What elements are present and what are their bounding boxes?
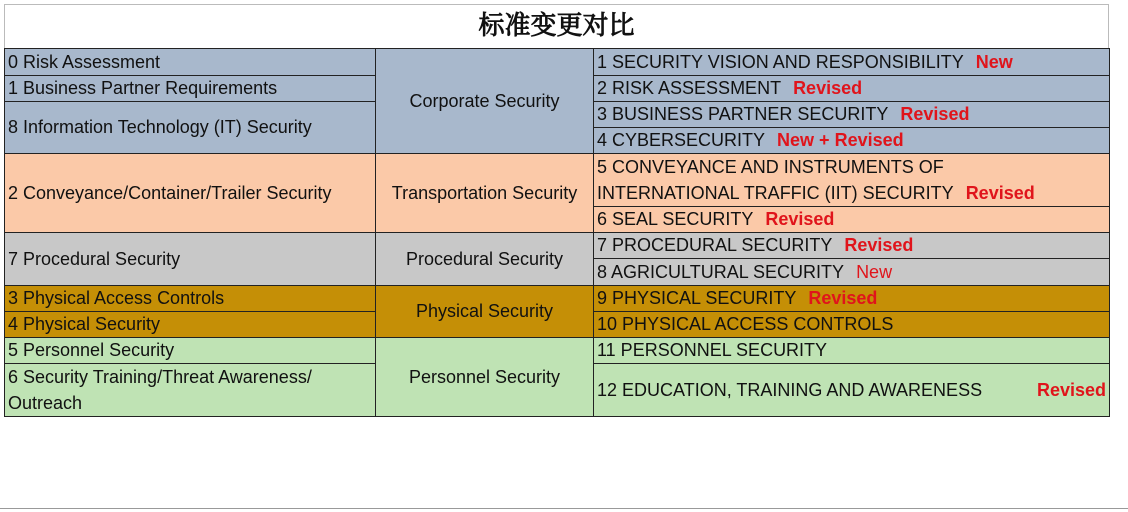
category-cell: Corporate Security bbox=[376, 49, 594, 154]
new-standard-text: 3 BUSINESS PARTNER SECURITY bbox=[597, 104, 889, 124]
new-standard-text: 6 SEAL SECURITY bbox=[597, 209, 754, 229]
change-tag: New bbox=[856, 261, 893, 282]
new-standard-cell bbox=[594, 259, 1110, 286]
change-tag: New bbox=[975, 51, 1013, 72]
table-row bbox=[5, 286, 1110, 312]
old-standard-cell: 3 Physical Access Controls bbox=[5, 286, 376, 312]
old-standard-cell: 4 Physical Security bbox=[5, 312, 376, 338]
new-standard-text: 2 RISK ASSESSMENT bbox=[597, 78, 782, 98]
category-cell: Personnel Security bbox=[376, 338, 594, 417]
new-standard-text: 1 SECURITY VISION AND RESPONSIBILITY bbox=[597, 51, 964, 72]
new-standard-cell bbox=[594, 154, 1110, 207]
comparison-table bbox=[4, 48, 1110, 417]
table-row bbox=[5, 338, 1110, 364]
page-title: 标准变更对比 bbox=[4, 4, 1109, 48]
table-row bbox=[5, 154, 1110, 207]
new-standard-cell bbox=[594, 207, 1110, 233]
new-standard-text: 9 PHYSICAL SECURITY bbox=[597, 288, 797, 308]
old-standard-cell: 1 Business Partner Requirements bbox=[5, 76, 376, 102]
new-standard-cell bbox=[594, 49, 1110, 76]
new-standard-cell bbox=[594, 338, 1110, 364]
comparison-sheet bbox=[4, 4, 1109, 417]
change-tag: Revised bbox=[900, 104, 970, 124]
old-standard-cell: 7 Procedural Security bbox=[5, 233, 376, 286]
table-row bbox=[5, 49, 1110, 76]
old-standard-cell: 8 Information Technology (IT) Security bbox=[5, 102, 376, 154]
change-tag: Revised bbox=[808, 288, 878, 308]
table-row bbox=[5, 233, 1110, 259]
category-cell: Physical Security bbox=[376, 286, 594, 338]
change-tag: Revised bbox=[765, 209, 835, 229]
change-tag: Revised bbox=[793, 78, 863, 98]
new-standard-text: 4 CYBERSECURITY bbox=[597, 130, 766, 150]
new-standard-cell bbox=[594, 286, 1110, 312]
new-standard-cell bbox=[594, 128, 1110, 154]
new-standard-text: 7 PROCEDURAL SECURITY bbox=[597, 235, 833, 255]
old-standard-cell: 5 Personnel Security bbox=[5, 338, 376, 364]
new-standard-cell bbox=[594, 364, 1110, 417]
new-standard-text: 10 PHYSICAL ACCESS CONTROLS bbox=[597, 314, 894, 334]
old-standard-cell: 2 Conveyance/Container/Trailer Security bbox=[5, 154, 376, 233]
change-tag: Revised bbox=[965, 183, 1035, 203]
new-standard-cell bbox=[594, 76, 1110, 102]
new-standard-cell bbox=[594, 102, 1110, 128]
change-tag: Revised bbox=[844, 235, 914, 255]
old-standard-cell: 0 Risk Assessment bbox=[5, 49, 376, 76]
new-standard-text: 11 PERSONNEL SECURITY bbox=[597, 340, 828, 360]
new-standard-text-line2: INTERNATIONAL TRAFFIC (IIT) SECURITY bbox=[597, 183, 954, 203]
page-divider bbox=[0, 508, 1128, 509]
change-tag: Revised bbox=[1036, 379, 1106, 400]
new-standard-text: 8 AGRICULTURAL SECURITY bbox=[597, 261, 845, 282]
new-standard-cell bbox=[594, 312, 1110, 338]
new-standard-text: 5 CONVEYANCE AND INSTRUMENTS OF bbox=[597, 157, 944, 177]
new-standard-text: 12 EDUCATION, TRAINING AND AWARENESS bbox=[597, 379, 983, 400]
change-tag: New + Revised bbox=[777, 130, 904, 150]
category-cell: Procedural Security bbox=[376, 233, 594, 286]
category-cell: Transportation Security bbox=[376, 154, 594, 233]
old-standard-cell: 6 Security Training/Threat Awareness/ Outreach bbox=[5, 364, 376, 417]
new-standard-cell bbox=[594, 233, 1110, 259]
